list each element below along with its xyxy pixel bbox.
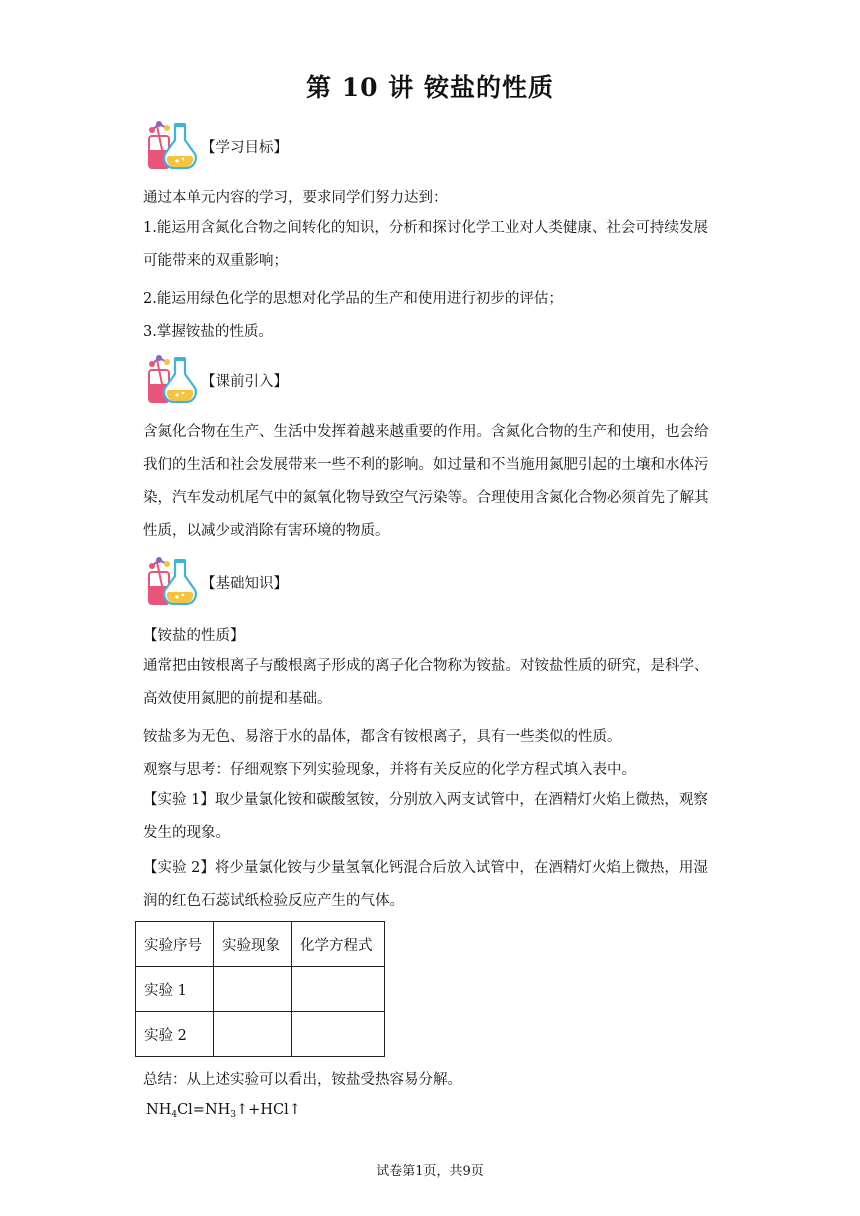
page-title: 第 10 讲 铵盐的性质 <box>306 73 554 102</box>
chemical-equation <box>146 1102 301 1120</box>
table-cell: 实验 2 <box>136 1012 214 1057</box>
table-cell <box>292 1012 385 1057</box>
table-cell <box>214 967 292 1012</box>
goals-lead: 通过本单元内容的学习，要求同学们努力达到： <box>143 190 448 206</box>
table-header-cell: 实验序号 <box>136 922 214 967</box>
section-label: 【课前引入】 <box>201 373 288 390</box>
table-cell: 实验 1 <box>136 967 214 1012</box>
summary-text: 总结：从上述实验可以看出，铵盐受热容易分解。 <box>143 1072 462 1088</box>
table-cell <box>292 967 385 1012</box>
page-footer: 试卷第1页，共9页 <box>376 1164 484 1179</box>
subheading-ammonium-salts: 【铵盐的性质】 <box>143 628 245 644</box>
formula-part: ↑+HCl↑ <box>236 1102 301 1118</box>
section-goals-header <box>143 118 288 174</box>
goal-item-2: 2.能运用绿色化学的思想对化学品的生产和使用进行初步的评估； <box>143 291 563 307</box>
basics-paragraph-1: 通常把由铵根离子与酸根离子形成的离子化合物称为铵盐。对铵盐性质的研究，是科学、高效使用氮肥的前提和基础。 <box>143 658 709 707</box>
basics-paragraph-3: 观察与思考：仔细观察下列实验现象，并将有关反应的化学方程式填入表中。 <box>143 762 636 778</box>
formula-part: Cl=NH <box>177 1102 231 1118</box>
section-label: 【基础知识】 <box>201 575 288 592</box>
formula-subscript: 4 <box>171 1110 178 1120</box>
section-basics-header <box>143 554 288 610</box>
experiment-2-text: 【实验 2】将少量氯化铵与少量氢氧化钙混合后放入试管中，在酒精灯火焰上微热，用湿润的红色石蕊试纸检验反应产生的气体。 <box>143 860 708 909</box>
table-row <box>136 1012 385 1057</box>
experiment-table <box>135 921 385 1057</box>
basics-paragraph-2: 铵盐多为无色、易溶于水的晶体，都含有铵根离子，具有一些类似的性质。 <box>143 729 622 745</box>
formula-subscript: 3 <box>230 1110 237 1120</box>
formula-part: NH <box>146 1102 172 1118</box>
table-cell <box>214 1012 292 1057</box>
chemistry-flask-icon <box>143 352 199 408</box>
table-row <box>136 967 385 1012</box>
chemistry-flask-icon <box>143 118 199 174</box>
goal-item-3: 3.掌握铵盐的性质。 <box>143 324 273 340</box>
chemistry-flask-icon <box>143 554 199 610</box>
section-intro-header <box>143 352 288 408</box>
goal-item-1: 1.能运用含氮化合物之间转化的知识，分析和探讨化学工业对人类健康、社会可持续发展可能带来的双重影响； <box>143 220 708 269</box>
section-label: 【学习目标】 <box>201 139 288 156</box>
table-header-cell: 实验现象 <box>214 922 292 967</box>
table-header-cell: 化学方程式 <box>292 922 385 967</box>
experiment-1-text: 【实验 1】取少量氯化铵和碳酸氢铵，分别放入两支试管中，在酒精灯火焰上微热，观察发生的现象。 <box>143 792 708 841</box>
table-header-row <box>136 922 385 967</box>
intro-paragraph: 含氮化合物在生产、生活中发挥着越来越重要的作用。含氮化合物的生产和使用，也会给我们的生活和社会发展带来一些不利的影响。如过量和不当施用氮肥引起的土壤和水体污染，汽车发动机尾气中的氮氧化物导致空气污染等。合理使用含氮化合物必须首先了解其性质，以减少或消除有害环境的物质。 <box>143 424 709 539</box>
